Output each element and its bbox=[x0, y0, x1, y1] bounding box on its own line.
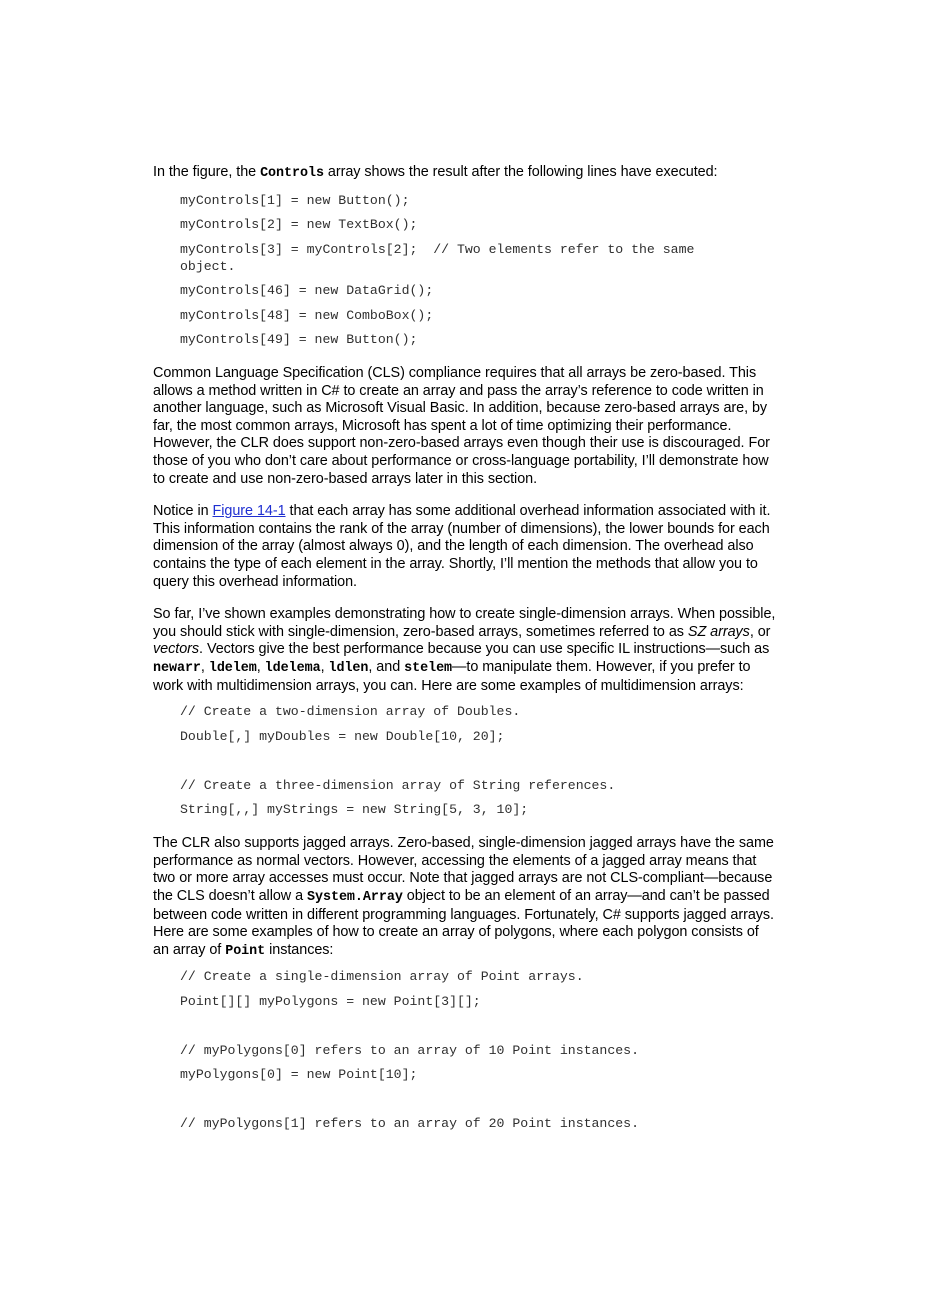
inline-code: ldelem bbox=[208, 661, 257, 676]
code-line: // Create a single-dimension array of Point arrays. bbox=[180, 969, 584, 985]
inline-code: Controls bbox=[260, 166, 324, 181]
code-line: // myPolygons[0] refers to an array of 10 Point instances. bbox=[180, 1042, 639, 1058]
code-block-jagged bbox=[180, 968, 778, 1132]
code-block-controls bbox=[180, 192, 778, 349]
inline-code: System.Array bbox=[307, 889, 403, 905]
inline-code: Point bbox=[225, 943, 266, 959]
code-line bbox=[180, 752, 778, 769]
code-block-multidim bbox=[180, 703, 778, 818]
code-line bbox=[180, 1017, 778, 1034]
inline-code: ldlen bbox=[328, 661, 369, 676]
inline-code: ldelema bbox=[264, 661, 321, 676]
code-line: // Create a three-dimension array of String references. bbox=[180, 777, 616, 793]
intro-paragraph: In the figure, the Controls array shows the result after the following lines have executed: bbox=[153, 164, 718, 181]
figure-14-1-link[interactable]: Figure 14-1 bbox=[212, 503, 286, 520]
inline-code: stelem bbox=[404, 661, 453, 676]
code-line bbox=[180, 1091, 778, 1108]
code-line: myPolygons[0] = new Point[10]; bbox=[180, 1067, 418, 1083]
code-line: myControls[3] = myControls[2]; // Two elements refer to the same bbox=[180, 241, 695, 257]
code-line: String[,,] myStrings = new String[5, 3, 10]; bbox=[180, 802, 529, 818]
code-line: // myPolygons[1] refers to an array of 20 Point instances. bbox=[180, 1116, 639, 1132]
vectors-paragraph: So far, I’ve shown examples demonstrating how to create single-dimension arrays. When possible, you should stick with single-dimension, zero-based arrays, sometimes referred to as SZ arrays, or vectors. Vectors give the best performance because you can use specific IL instructions—such as newarr, ldelem, ldelema, ldlen, and stelem—to manipulate them. However, if you prefer to work with multidimension arrays, you can. Here are some examples of multidimension arrays: bbox=[153, 606, 776, 694]
code-line: myControls[1] = new Button(); bbox=[180, 192, 410, 208]
code-line: Double[,] myDoubles = new Double[10, 20]; bbox=[180, 728, 505, 744]
code-line: myControls[2] = new TextBox(); bbox=[180, 217, 418, 233]
overhead-paragraph: Notice in Figure 14-1 that each array has some additional overhead information associated with it. This information contains the rank of the array (number of dimensions), the lower bounds for each dimension of the array (almost always 0), and the length of each dimension. The overhead also contains the type of each element in the array. Shortly, I’ll mention the methods that allow you to query this overhead information. bbox=[153, 503, 771, 590]
cls-paragraph: Common Language Specification (CLS) compliance requires that all arrays be zero-based. This allows a method written in C# to create an array and pass the array’s reference to code written in another language, such as Microsoft Visual Basic. In addition, because zero-based arrays are, by far, the most common arrays, Microsoft has spent a lot of time optimizing their performance. However, the CLR does support non-zero-based arrays even though their use is discouraged. For those of you who don’t care about performance or cross-language portability, I’ll demonstrate how to create and use non-zero-based arrays later in this section. bbox=[153, 365, 770, 487]
page-content bbox=[153, 164, 778, 1132]
code-line: myControls[46] = new DataGrid(); bbox=[180, 283, 434, 299]
code-line: myControls[48] = new ComboBox(); bbox=[180, 307, 434, 323]
inline-code: newarr bbox=[153, 661, 201, 676]
code-line: object. bbox=[180, 258, 236, 274]
code-line: // Create a two-dimension array of Doubles. bbox=[180, 704, 521, 720]
code-line: myControls[49] = new Button(); bbox=[180, 332, 418, 348]
jagged-paragraph: The CLR also supports jagged arrays. Zero-based, single-dimension jagged arrays have the same performance as normal vectors. However, accessing the elements of a jagged array means that two or more array accesses must occur. Note that jagged arrays are not CLS-compliant—because the CLS doesn’t allow a System.Array object to be an element of an array—and can’t be passed between code written in different programming languages. Fortunately, C# supports jagged arrays. Here are some examples of how to create an array of polygons, where each polygon consists of an array of Point instances: bbox=[153, 835, 775, 959]
code-line: Point[][] myPolygons = new Point[3][]; bbox=[180, 993, 481, 1009]
